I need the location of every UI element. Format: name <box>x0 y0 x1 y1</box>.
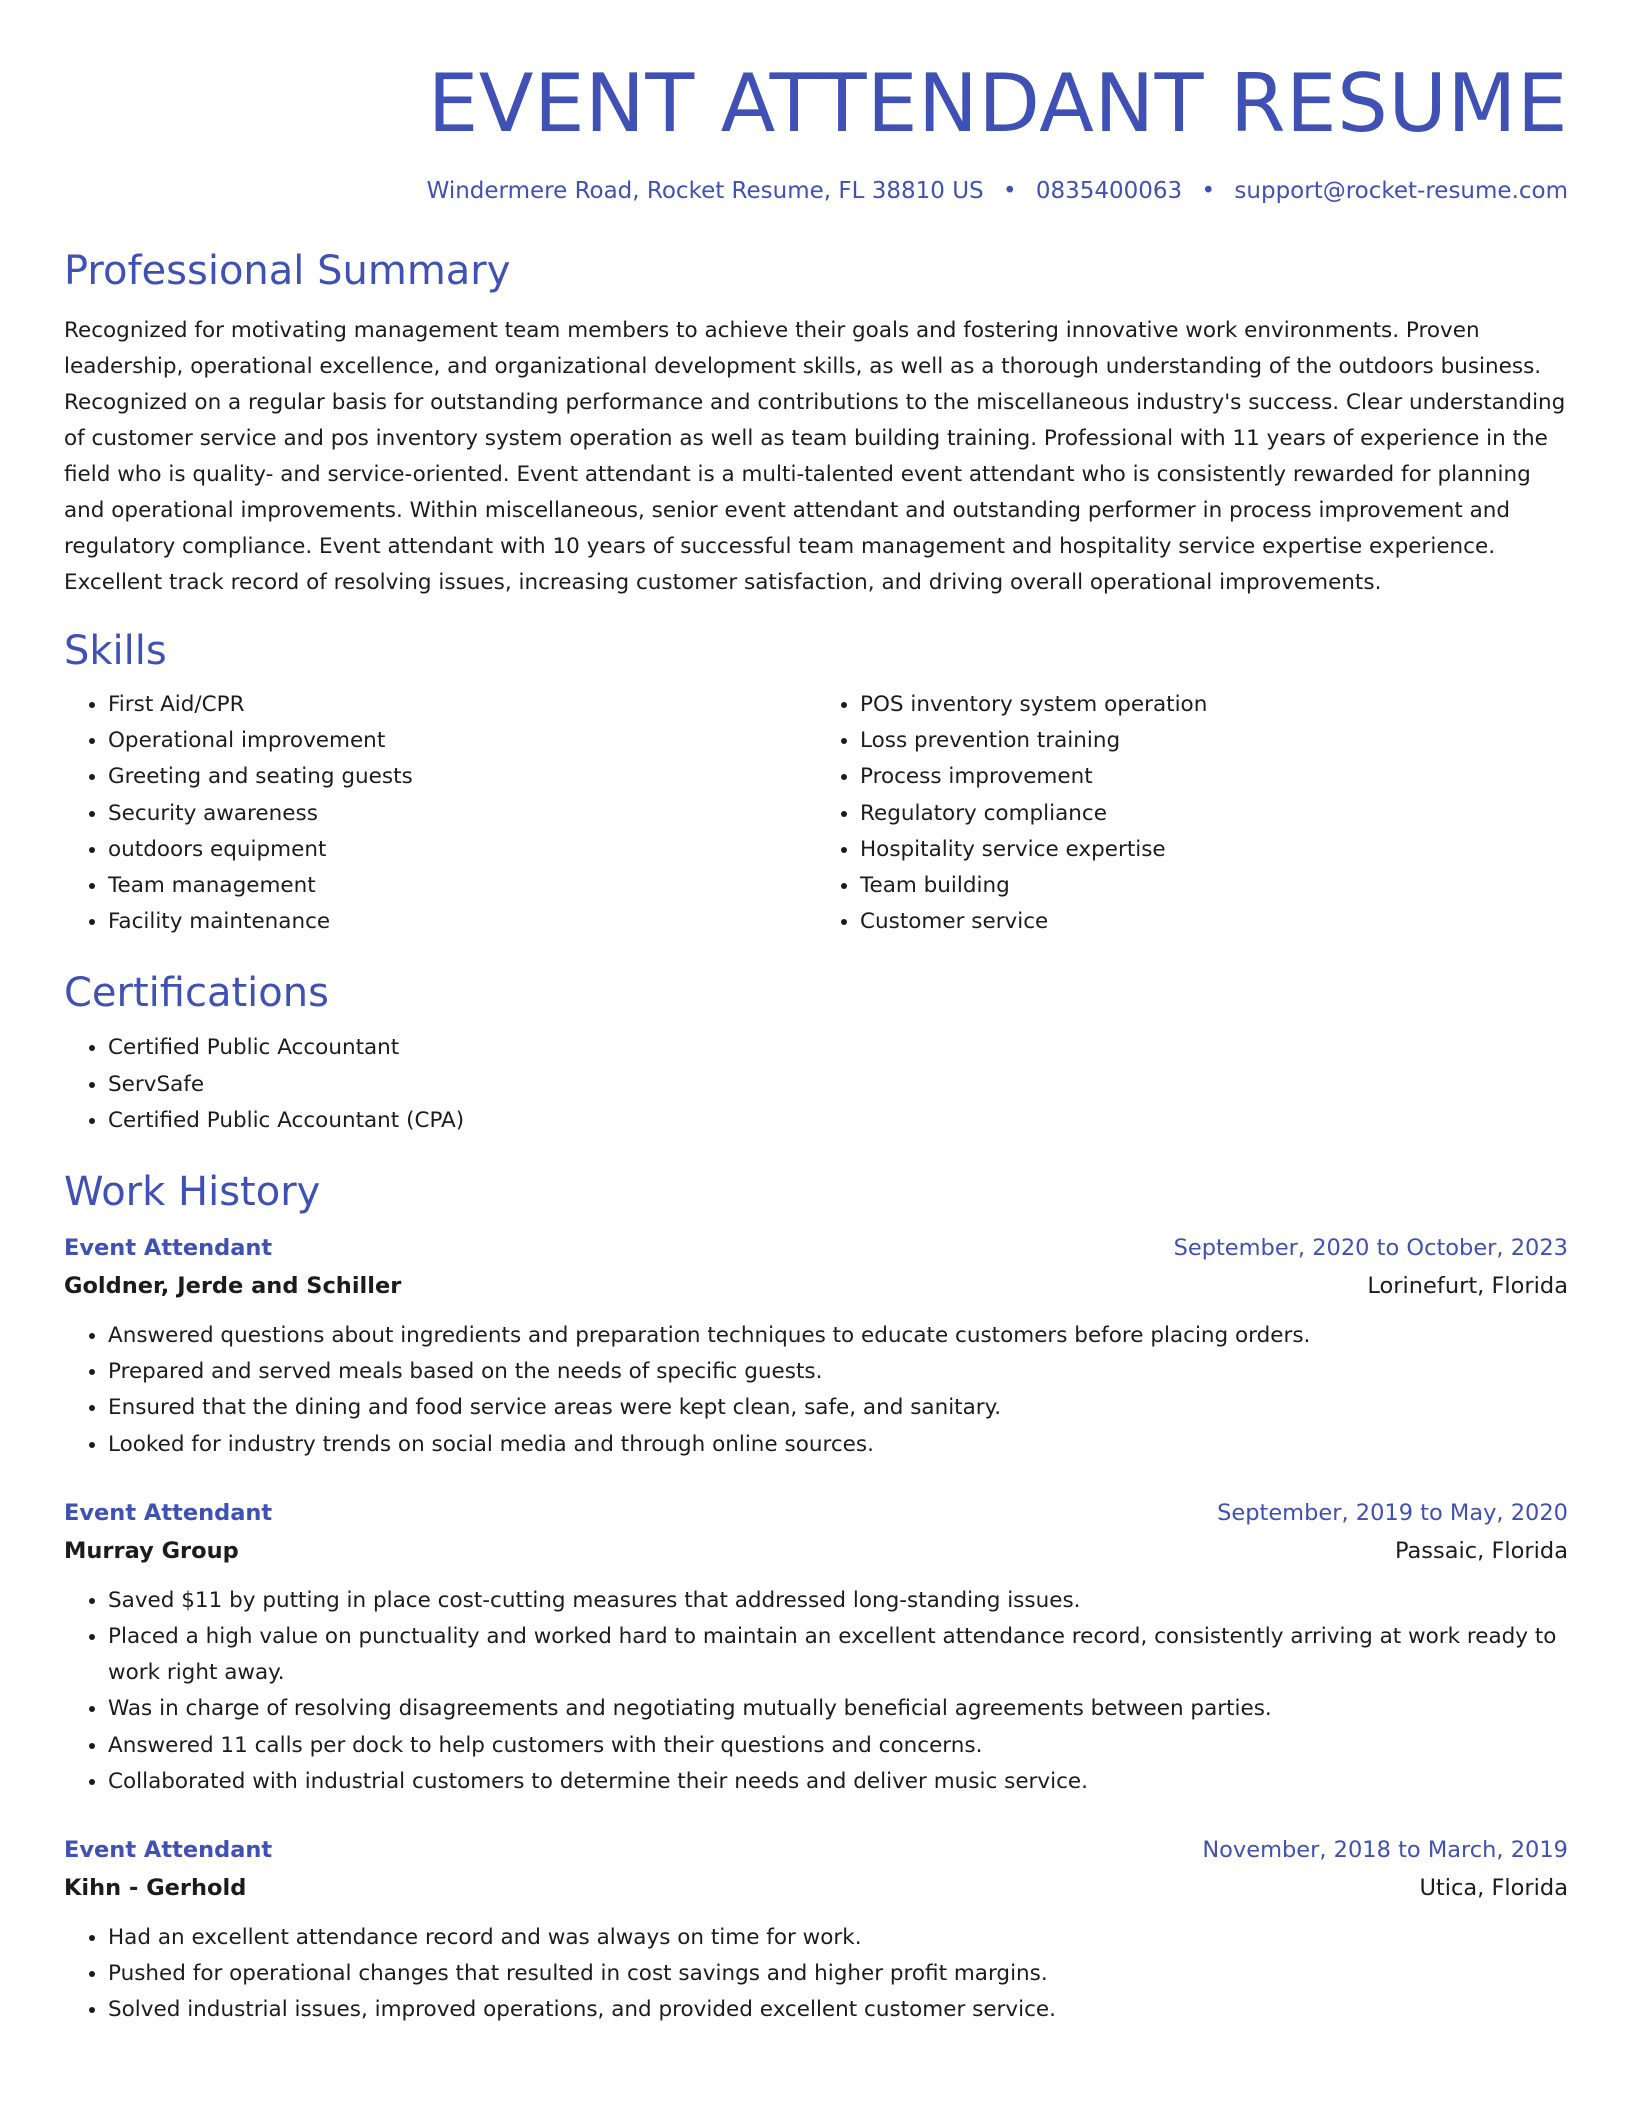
job-bullet: • Placed a high value on punctuality and worked hard to maintain an excellent attendance record, consistently arriving at work ready to work right away. <box>108 1619 1568 1691</box>
job-subheader <box>64 1271 1568 1301</box>
job-bullet: • Ensured that the dining and food service areas were kept clean, safe, and sanitary. <box>108 1390 1568 1426</box>
skill-item: • Regulatory compliance <box>860 796 1568 832</box>
job-bullet: • Saved $11 by putting in place cost-cutting measures that addressed long-standing issues. <box>108 1583 1568 1619</box>
job-bullet: • Looked for industry trends on social media and through online sources. <box>108 1427 1568 1463</box>
resume-title: EVENT ATTENDANT RESUME <box>427 57 1568 150</box>
job-entry <box>64 1498 1568 1800</box>
job-title: Event Attendant <box>64 1837 273 1864</box>
job-bullets <box>64 1920 1568 2029</box>
skills-columns <box>64 687 1568 940</box>
skill-item: • Team building <box>860 868 1568 904</box>
skill-item: • Hospitality service expertise <box>860 832 1568 868</box>
job-bullet: • Pushed for operational changes that resulted in cost savings and higher profit margins. <box>108 1956 1568 1992</box>
contact-line <box>64 176 1568 206</box>
job-subheader <box>64 1873 1568 1903</box>
skills-heading: Skills <box>64 628 167 674</box>
certification-item: • ServSafe <box>108 1067 1568 1103</box>
skill-item: • Facility maintenance <box>108 904 816 940</box>
skill-item: • Team management <box>108 868 816 904</box>
skill-item: • Process improvement <box>860 759 1568 795</box>
certification-item: • Certified Public Accountant (CPA) <box>108 1103 1568 1139</box>
job-location: Lorinefurt, Florida <box>1367 1273 1568 1300</box>
job-bullet: • Answered 11 calls per dock to help customers with their questions and concerns. <box>108 1728 1568 1764</box>
contact-email: support@rocket-resume.com <box>1234 178 1568 204</box>
skill-item: • outdoors equipment <box>108 832 816 868</box>
job-bullet: • Answered questions about ingredients and preparation techniques to educate customers before placing orders. <box>108 1318 1568 1354</box>
job-company: Goldner, Jerde and Schiller <box>64 1273 402 1300</box>
job-header <box>64 1835 1568 1865</box>
job-subheader <box>64 1536 1568 1566</box>
skill-item: • Greeting and seating guests <box>108 759 816 795</box>
job-bullet: • Prepared and served meals based on the needs of specific guests. <box>108 1354 1568 1390</box>
skill-item: • First Aid/CPR <box>108 687 816 723</box>
resume-page <box>64 54 1568 2029</box>
certification-item: • Certified Public Accountant <box>108 1030 1568 1066</box>
contact-phone: 0835400063 <box>1035 178 1183 204</box>
job-entry <box>64 1835 1568 2029</box>
contact-separator: • <box>1201 178 1216 204</box>
job-dates: September, 2020 to October, 2023 <box>1173 1235 1568 1262</box>
job-bullet: • Collaborated with industrial customers to determine their needs and deliver music service. <box>108 1764 1568 1800</box>
job-bullet: • Had an excellent attendance record and was always on time for work. <box>108 1920 1568 1956</box>
job-title: Event Attendant <box>64 1235 273 1262</box>
contact-address: Windermere Road, Rocket Resume, FL 38810 US <box>426 178 984 204</box>
contact-separator: • <box>1002 178 1017 204</box>
skill-item: • Loss prevention training <box>860 723 1568 759</box>
job-bullets <box>64 1583 1568 1800</box>
certifications-list <box>64 1030 1568 1139</box>
skills-list-right <box>816 687 1568 940</box>
skills-list-left <box>64 687 816 940</box>
skill-item: • Customer service <box>860 904 1568 940</box>
summary-heading: Professional Summary <box>64 248 511 294</box>
job-location: Utica, Florida <box>1419 1875 1568 1902</box>
job-bullets <box>64 1318 1568 1463</box>
job-dates: September, 2019 to May, 2020 <box>1217 1499 1568 1526</box>
summary-text: Recognized for motivating management team members to achieve their goals and fostering innovative work environments. Proven leadership, operational excellence, and organizational development skills, as well as a thorough understanding of the outdoors business. Recognized on a regular basis for outstanding performance and contributions to the miscellaneous industry's success. Clear understanding of customer service and pos inventory system operation as well as team building training. Professional with 11 years of experience in the field who is quality- and service-oriented. Event attendant is a multi-talented event attendant who is consistently rewarded for planning and operational improvements. Within miscellaneous, senior event attendant and outstanding performer in process improvement and regulatory compliance. Event attendant with 10 years of successful team management and hospitality service expertise experience. Excellent track record of resolving issues, increasing customer satisfaction, and driving overall operational improvements. <box>64 318 1566 595</box>
work-history-heading: Work History <box>64 1169 321 1216</box>
job-location: Passaic, Florida <box>1394 1537 1568 1564</box>
job-bullet: • Was in charge of resolving disagreements and negotiating mutually beneficial agreements between parties. <box>108 1691 1568 1727</box>
job-dates: November, 2018 to March, 2019 <box>1202 1837 1568 1864</box>
skill-item: • Operational improvement <box>108 723 816 759</box>
skill-item: • Security awareness <box>108 796 816 832</box>
job-header <box>64 1498 1568 1528</box>
job-header <box>64 1233 1568 1263</box>
job-company: Murray Group <box>64 1537 239 1564</box>
skill-item: • POS inventory system operation <box>860 687 1568 723</box>
job-title: Event Attendant <box>64 1499 273 1526</box>
certifications-heading: Certifications <box>64 970 329 1017</box>
job-entry <box>64 1233 1568 1463</box>
job-company: Kihn - Gerhold <box>64 1875 247 1902</box>
job-bullet: • Solved industrial issues, improved operations, and provided excellent customer service. <box>108 1992 1568 2028</box>
